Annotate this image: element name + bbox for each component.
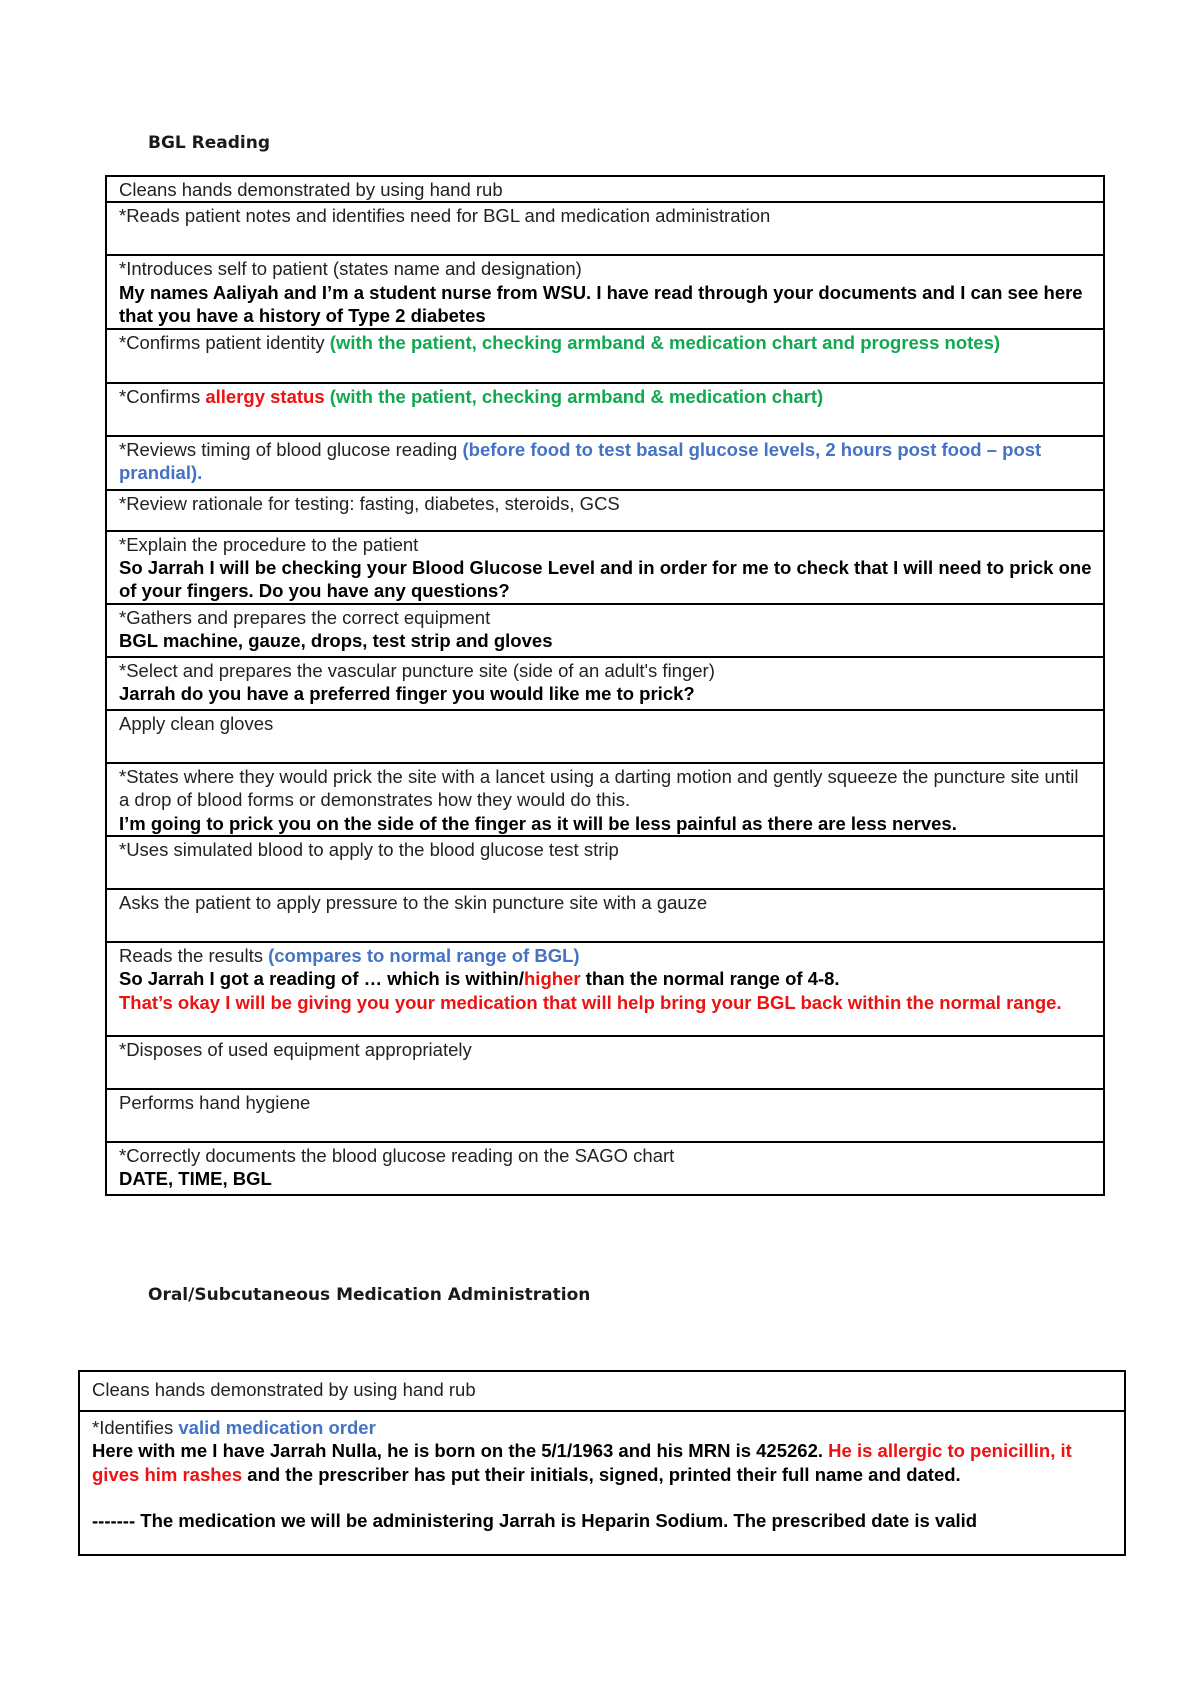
step-text: *Review rationale for testing: fasting, diabetes, steroids, GCS — [119, 492, 620, 514]
step-script: So Jarrah I will be checking your Blood Glucose Level and in order for me to check that I will need to prick one of your fingers. Do you have any questions? — [119, 557, 1092, 602]
table-row — [106, 1142, 1104, 1195]
table-row — [106, 176, 1104, 202]
step-text: *Reviews timing of blood glucose reading (before food to test basal glucose levels, 2 hours post food – post prandial). — [119, 438, 1042, 484]
step-note: (before food to test basal glucose levels, 2 hours post food – post prandial). — [119, 438, 1042, 484]
table-row — [106, 836, 1104, 889]
step-script: Here with me I have Jarrah Nulla, he is born on the 5/1/1963 and his MRN is 425262. He is allergic to penicillin, it gives him rashes and the prescriber has put their initials, signed, printed their full name and dated. — [92, 1440, 1072, 1485]
table-row — [106, 202, 1104, 255]
step-text: *Confirms patient identity (with the patient, checking armband & medication chart and progress notes) — [119, 331, 1001, 353]
table-row — [106, 329, 1104, 383]
step-text: *Gathers and prepares the correct equipment — [119, 606, 491, 628]
step-highlight: He is allergic to penicillin, it gives him rashes — [92, 1440, 1072, 1485]
table-row — [79, 1411, 1125, 1555]
step-text: *Reads patient notes and identifies need for BGL and medication administration — [119, 205, 771, 227]
table-row — [106, 889, 1104, 942]
table-row — [106, 604, 1104, 657]
step-note: (with the patient, checking armband & medication chart) — [324, 385, 824, 407]
table-row — [106, 255, 1104, 328]
table-row — [106, 531, 1104, 604]
step-text: Cleans hands demonstrated by using hand rub — [119, 179, 503, 200]
step-script-red: That’s okay I will be giving you your medication that will help bring your BGL back within the normal range. — [119, 991, 1062, 1013]
step-text: Cleans hands demonstrated by using hand rub — [92, 1379, 476, 1400]
bgl-heading: BGL Reading — [148, 133, 271, 153]
step-script: ------- The medication we will be administering Jarrah is Heparin Sodium. The prescribed date is valid — [92, 1510, 978, 1532]
step-text: *Uses simulated blood to apply to the blood glucose test strip — [119, 839, 619, 861]
table-row — [106, 657, 1104, 710]
table-row — [106, 490, 1104, 531]
table-row — [106, 383, 1104, 436]
step-text: Performs hand hygiene — [119, 1092, 311, 1114]
table-row — [106, 710, 1104, 763]
step-text: *States where they would prick the site with a lancet using a darting motion and gently squeeze the puncture site until a drop of blood forms or demonstrates how they would do this. — [119, 765, 1079, 811]
step-highlight: allergy status — [205, 385, 325, 407]
step-note: (with the patient, checking armband & medication chart and progress notes) — [329, 331, 1001, 353]
step-text: *Disposes of used equipment appropriately — [119, 1039, 472, 1061]
table-row — [106, 436, 1104, 490]
step-text: Apply clean gloves — [119, 712, 274, 734]
bgl-checklist-table — [105, 175, 1105, 1196]
step-note: (compares to normal range of BGL) — [268, 945, 580, 967]
step-text: *Introduces self to patient (states name and designation) — [119, 258, 582, 280]
table-row — [106, 1089, 1104, 1142]
med-heading: Oral/Subcutaneous Medication Administration — [148, 1285, 591, 1305]
table-row — [106, 763, 1104, 836]
table-row — [106, 942, 1104, 1036]
step-script: So Jarrah I got a reading of … which is within/higher than the normal range of 4-8. — [119, 968, 840, 990]
step-note: valid medication order — [178, 1417, 376, 1438]
step-text: *Select and prepares the vascular puncture site (side of an adult's finger) — [119, 659, 715, 681]
step-script: BGL machine, gauze, drops, test strip and gloves — [119, 630, 553, 652]
step-script: I’m going to prick you on the side of the finger as it will be less painful as there are less nerves. — [119, 812, 957, 834]
table-row — [106, 1036, 1104, 1089]
table-row — [79, 1371, 1125, 1411]
step-text: *Identifies valid medication order — [92, 1417, 376, 1438]
step-text: Reads the results (compares to normal range of BGL) — [119, 945, 580, 967]
step-text: *Confirms allergy status (with the patient, checking armband & medication chart) — [119, 385, 824, 407]
step-script: Jarrah do you have a preferred finger you would like me to prick? — [119, 683, 695, 705]
step-script: My names Aaliyah and I’m a student nurse from WSU. I have read through your documents and I can see here that you have a history of Type 2 diabetes — [119, 281, 1083, 327]
step-text: *Correctly documents the blood glucose reading on the SAGO chart — [119, 1145, 675, 1167]
step-highlight: higher — [524, 968, 581, 990]
step-script: DATE, TIME, BGL — [119, 1168, 272, 1190]
step-text: *Explain the procedure to the patient — [119, 533, 419, 555]
step-text: Asks the patient to apply pressure to the skin puncture site with a gauze — [119, 892, 708, 914]
med-checklist-table — [78, 1370, 1126, 1556]
